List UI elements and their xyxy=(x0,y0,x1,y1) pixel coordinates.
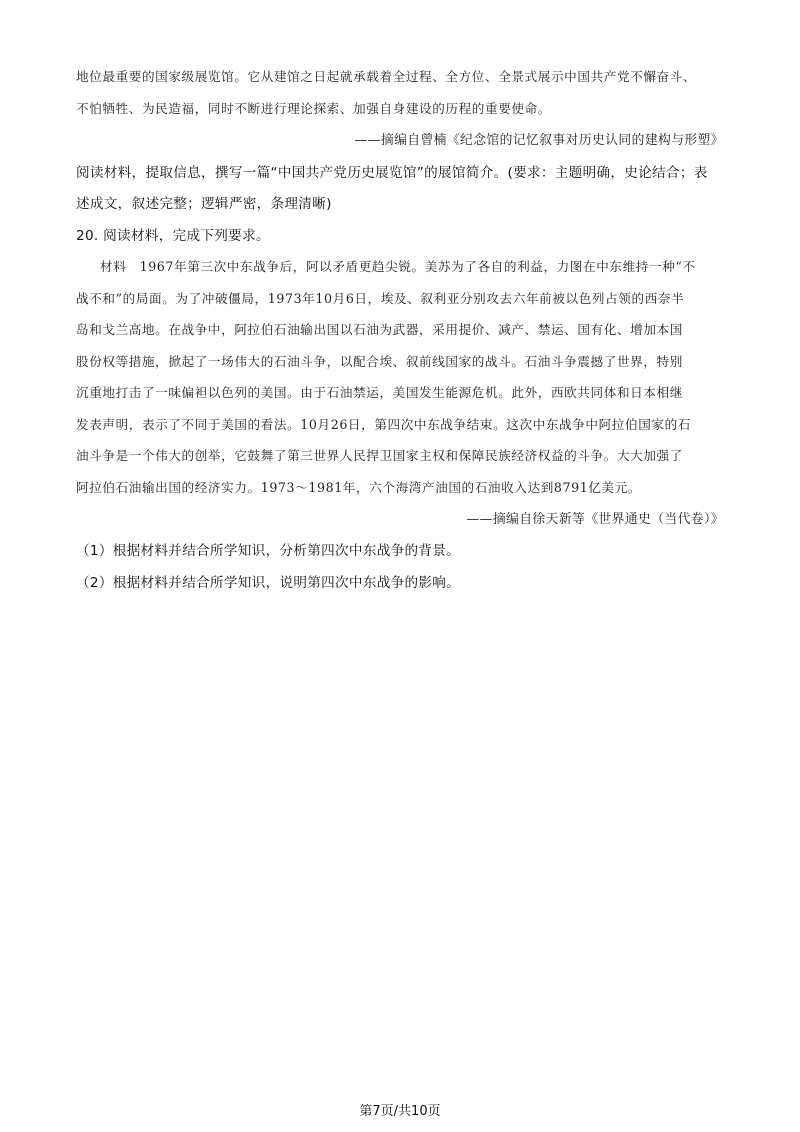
intro-paragraph-line-2: 不怕牺牲、为民造福，同时不断进行理论探索、加强自身建设的历程的重要使命。 xyxy=(76,101,551,116)
q19-instruction-line-1: 阅读材料，提取信息，撰写一篇“中国共产党历史展览馆”的展馆简介。(要求：主题明确，史论结合；表 xyxy=(76,165,708,181)
q20-material-line: 油斗争是一个伟大的创举，它鼓舞了第三世界人民捍卫国家主权和保障民族经济权益的斗争。大大加强了 xyxy=(76,448,683,463)
q20-material-line: 材料 1967年第三次中东战争后，阿以矛盾更趋尖锐。美苏为了各自的利益，力图在中东维持一种“不 xyxy=(100,259,696,274)
q20-sub-question-1: （1）根据材料并结合所学知识，分析第四次中东战争的背景。 xyxy=(76,543,461,559)
intro-source-citation: ——摘编自曾楠《纪念馆的记忆叙事对历史认同的建构与形塑》 xyxy=(354,133,724,148)
q20-material-line: 阿拉伯石油输出国的经济实力。1973～1981年，六个海湾产油国的石油收入达到8791亿美元。 xyxy=(76,480,642,495)
page-number-footer: 第7页/共10页 xyxy=(359,1104,441,1119)
q19-instruction-line-2: 述成文，叙述完整；逻辑严密，条理清晰) xyxy=(76,196,332,212)
q20-sub-question-2: （2）根据材料并结合所学知识，说明第四次中东战争的影响。 xyxy=(76,575,461,591)
intro-paragraph-line-1: 地位最重要的国家级展览馆。它从建馆之日起就承载着全过程、全方位、全景式展示中国共产党不懈奋斗、 xyxy=(76,69,697,84)
q20-material-line: 发表声明，表示了不同于美国的看法。10月26日，第四次中东战争结束。这次中东战争中阿拉伯国家的石 xyxy=(76,417,691,432)
q20-material-line: 战不和”的局面。为了冲破僵局，1973年10月6日，埃及、叙利亚分别攻去六年前被以色列占领的西奈半 xyxy=(76,291,685,306)
q20-material-line: 岛和戈兰高地。在战争中，阿拉伯石油输出国以石油为武器，采用提价、减产、禁运、国有化、增加本国 xyxy=(76,322,683,337)
q20-material-line: 沉重地打击了一味偏袒以色列的美国。由于石油禁运，美国发生能源危机。此外，西欧共同体和日本相继 xyxy=(76,385,683,400)
q20-material-line: 股份权等措施，掀起了一场伟大的石油斗争，以配合埃、叙前线国家的战斗。石油斗争震撼了世界，特别 xyxy=(76,354,683,369)
q20-heading: 20. 阅读材料，完成下列要求。 xyxy=(76,228,270,244)
q20-source-citation: ——摘编自徐天新等《世界通史（当代卷）》 xyxy=(466,512,724,527)
